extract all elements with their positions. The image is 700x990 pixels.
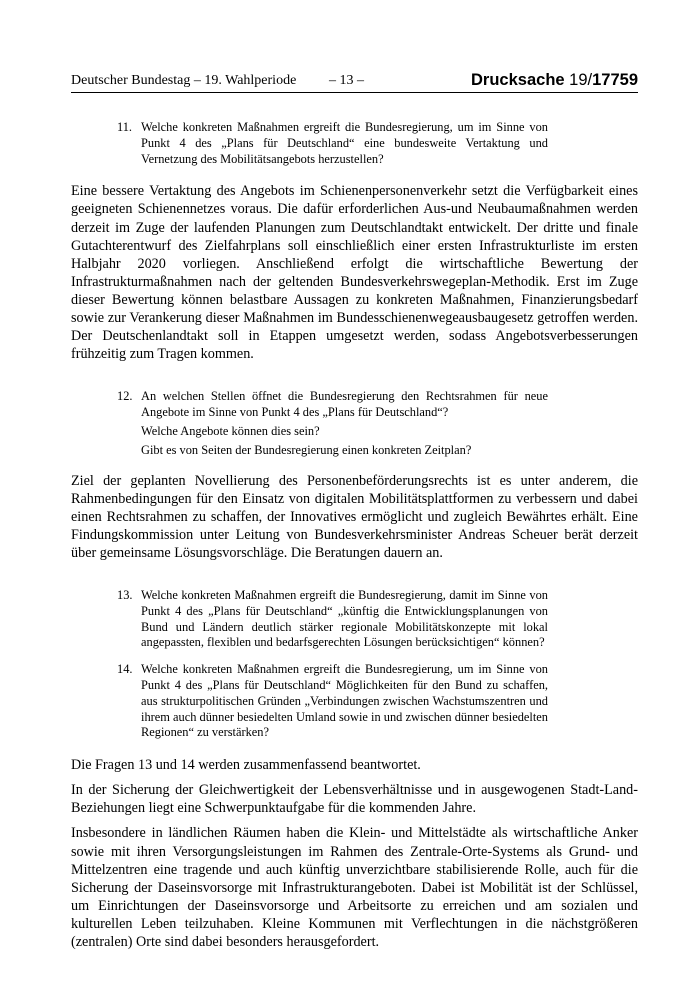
answer-13-14-intro: Die Fragen 13 und 14 werden zusammenfassend beantwortet. [71, 757, 421, 774]
question-text: Welche konkreten Maßnahmen ergreift die Bundesregierung, um im Sinne von Punkt 4 des „Plans für Deutschland“ Möglichkeiten für den Bund zu schaffen, aus strukturpolitischen Gründen „Verbindungen zwischen Wachstumszentren und ihrem auch dünner besiedelten Umland sowie in und zwischen dünner besiedelten Regionen“ zu verstärken? [141, 662, 548, 740]
question-number: 11. [117, 120, 133, 134]
question-text: An welchen Stellen öffnet die Bundesregierung den Rechtsrahmen für neue Angebote im Sinne von Punkt 4 des „Plans für Deutschland“? [141, 389, 548, 420]
answer-13-14-paragraph: Insbesondere in ländlichen Räumen haben die Klein- und Mittelstädte als wirtschaftliche Anker sowie mit ihren Versorgungsleistungen im Rahmen des Zentrale-Orte-Systems als Grund- und Mittelzentren eine tragende und auch künftig unverzichtbare stabilisierende Rolle, auch für die Sicherung der Daseinsvorsorge mit Infrastrukturangeboten. Dabei ist Mobilität ist der Schlüssel, um Einrichtungen der Daseinsvorsorge und Arbeitsorte zu erreichen und am sozialen und kulturellen Leben teilzuhaben. Kleine Kommunen mit Verflechtungen in die nächstgrößeren (zentralen) Orte sind dabei besonders herausgefordert. [71, 825, 638, 950]
question-number: 14. [117, 662, 133, 677]
question-11 [71, 120, 548, 167]
page-number: – 13 – [329, 73, 364, 88]
question-text: Welche konkreten Maßnahmen ergreift die Bundesregierung, um im Sinne von Punkt 4 des „Plans für Deutschland“ eine bundesweite Vertaktung und Vernetzung des Mobilitätsangebots herzustellen? [141, 120, 548, 166]
question-number: 13. [117, 587, 133, 602]
question-14 [71, 662, 548, 741]
question-text: Welche konkreten Maßnahmen ergreift die Bundesregierung, damit im Sinne von Punkt 4 des „Plans für Deutschland“ „künftig die Entwicklungsplanungen von Bund und Ländern deutlich stärker regionale Mobilitätskonzepte mit lokal angepassten, flexiblen und bedarfsgerechten Lösungen berücksichtigen“ können? [141, 587, 548, 650]
answer-12: Ziel der geplanten Novellierung des Personenbeförderungsrechts ist es unter anderem, die Rahmenbedingungen für den Einsatz von digitalen Mobilitätsplattformen zu verbessern und dabei einen Rechtsrahmen zu schaffen, der Innovatives ermöglicht und zugleich Bewährtes erhält. Eine Findungskommission unter Leitung von Bundesverkehrsminister Andreas Scheuer berät derzeit über gemeinsame Lösungsvorschläge. Die Beratungen dauern an. [71, 472, 638, 561]
doc-label: Drucksache [471, 71, 565, 89]
answer-11: Eine bessere Vertaktung des Angebots im Schienenpersonenverkehr setzt die Verfügbarkeit eines geeigneten Schienennetzes voraus. Die dafür erforderlichen Aus-und Neubaumaßnahmen werden derzeit im Zuge der laufenden Planungen zum Deutschlandtakt entwickelt. Der dritte und finale Gutachterentwurf des Zielfahrplans soll einschließlich einer ersten Infrastrukturliste im ersten Halbjahr 2020 vorliegen. Anschließend erfolgt die wirtschaftliche Bewertung der Infrastrukturmaßnahmen nach der geltenden Bundesverkehrswegeplan-Methodik. Erst im Zuge dieser Bewertung können belastbare Aussagen zu konkreten Maßnahmen, Finanzierungsbedarf sowie zur Verankerung dieser Maßnahmen im Bundesschienenwegeausbaugesetz getroffen werden. Der Deutschenlandtakt soll in Etappen umgesetzt werden, sodass Angebotsverbesserungen frühzeitig zum Tragen kommen. [71, 183, 638, 363]
page-header [71, 71, 638, 91]
header-parliament: Deutscher Bundestag – 19. Wahlperiode [71, 73, 297, 88]
doc-num-id: 17759 [592, 71, 638, 89]
document-body [71, 120, 638, 951]
document-number [471, 71, 638, 90]
doc-num-period: 19/ [569, 71, 593, 89]
question-number: 12. [117, 389, 133, 404]
header-rule [71, 92, 638, 93]
question-13 [71, 588, 548, 651]
question-12 [71, 389, 548, 458]
question-text: Welche Angebote können dies sein? [141, 423, 320, 438]
question-text: Gibt es von Seiten der Bundesregierung einen konkreten Zeitplan? [141, 442, 472, 457]
answer-13-14-paragraph: In der Sicherung der Gleichwertigkeit der Lebensverhältnisse und in ausgewogenen Stadt-Land-Beziehungen liegt eine Schwerpunktaufgabe für die kommenden Jahre. [71, 782, 638, 817]
